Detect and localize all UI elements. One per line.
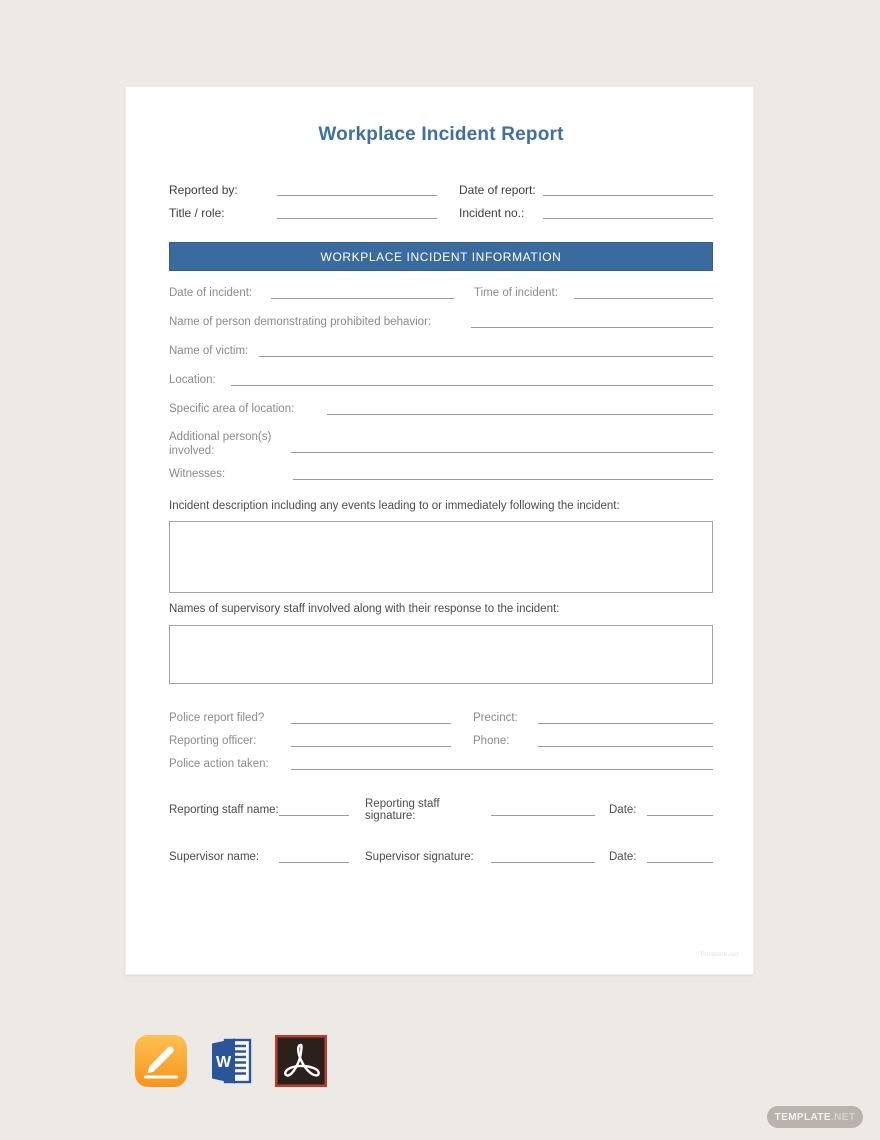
supervisor-signature-label: Supervisor signature:	[365, 851, 474, 863]
reporting-officer-field	[291, 745, 451, 747]
precinct-label: Precinct:	[473, 711, 518, 724]
date-of-incident-group	[169, 287, 454, 299]
report-header-fields	[169, 178, 713, 224]
badge-text-bold: TEMPLATE	[774, 1111, 831, 1123]
badge-text-light: .NET	[830, 1111, 856, 1123]
incident-no-label: Incident no.:	[459, 205, 525, 220]
reporting-staff-name-label: Reporting staff name:	[169, 804, 279, 816]
supervisor-signature-row	[169, 849, 713, 865]
file-format-icons	[134, 1034, 328, 1088]
phone-group	[473, 735, 713, 747]
incident-description-label: Incident description including any events leading to or immediately following the incident:	[169, 500, 620, 512]
precinct-field	[538, 722, 713, 724]
row-victim	[169, 336, 713, 365]
specific-area-label: Specific area of location:	[169, 402, 295, 415]
date-of-incident-label: Date of incident:	[169, 286, 253, 299]
reported-by-label: Reported by:	[169, 182, 238, 197]
row-specific-area	[169, 394, 713, 423]
specific-area-field	[327, 413, 713, 415]
row-prohibited-behavior	[169, 307, 713, 336]
location-label: Location:	[169, 373, 216, 386]
page-title: Workplace Incident Report	[318, 124, 564, 145]
incident-no-group	[459, 206, 713, 220]
date-of-report-field	[543, 194, 713, 196]
time-of-incident-field	[574, 297, 713, 299]
reporting-date-field	[647, 814, 713, 816]
additional-persons-field	[291, 451, 713, 453]
template-net-badge[interactable]	[767, 1106, 863, 1128]
row-police-filed-precinct	[169, 706, 713, 729]
reported-by-group	[169, 183, 437, 197]
reporting-officer-label: Reporting officer:	[169, 734, 257, 747]
reporting-staff-signature-row	[169, 798, 713, 822]
row-title-incident	[169, 201, 713, 224]
time-of-incident-group	[474, 287, 713, 299]
precinct-group	[473, 712, 713, 724]
victim-field	[259, 355, 713, 357]
prohibited-behavior-label: Name of person demonstrating prohibited behavior:	[169, 315, 432, 328]
police-action-label: Police action taken:	[169, 757, 269, 770]
police-filed-field	[291, 722, 451, 724]
location-field	[231, 384, 713, 386]
prohibited-behavior-field	[471, 326, 713, 328]
reporting-staff-signature-label: Reporting staff signature:	[365, 798, 440, 822]
reporting-date-label: Date:	[609, 804, 637, 816]
incident-description-box	[169, 521, 713, 593]
row-witnesses	[169, 459, 713, 488]
row-reported-date	[169, 178, 713, 201]
incident-info-section	[169, 278, 713, 488]
watermark: Template.net	[699, 951, 739, 958]
row-additional-persons	[169, 423, 713, 459]
witnesses-label: Witnesses:	[169, 467, 226, 480]
reporting-staff-name-field	[279, 814, 349, 816]
word-icon[interactable]	[204, 1034, 258, 1088]
reported-by-field	[277, 194, 437, 196]
police-filed-group	[169, 712, 451, 724]
supervisory-staff-box	[169, 625, 713, 684]
supervisor-date-label: Date:	[609, 851, 637, 863]
section-header-bar	[169, 242, 713, 271]
victim-label: Name of victim:	[169, 344, 249, 357]
police-section	[169, 706, 713, 775]
time-of-incident-label: Time of incident:	[474, 286, 558, 299]
row-date-time-incident	[169, 278, 713, 307]
phone-label: Phone:	[473, 734, 510, 747]
supervisory-staff-label: Names of supervisory staff involved along with their response to the incident:	[169, 603, 560, 615]
reporting-staff-signature-field	[491, 814, 595, 816]
supervisor-signature-field	[491, 861, 595, 863]
row-police-action	[169, 752, 713, 775]
supervisor-name-label: Supervisor name:	[169, 851, 260, 863]
incident-no-field	[543, 217, 713, 219]
row-location	[169, 365, 713, 394]
supervisor-name-field	[279, 861, 349, 863]
section-header-text: WORKPLACE INCIDENT INFORMATION	[320, 249, 562, 264]
svg-text:W: W	[215, 1054, 232, 1071]
title-role-label: Title / role:	[169, 205, 225, 220]
acrobat-pdf-icon[interactable]	[274, 1034, 328, 1088]
police-action-field	[291, 768, 713, 770]
title-role-group	[169, 206, 437, 220]
date-of-report-label: Date of report:	[459, 182, 536, 197]
additional-persons-label: Additional person(s) involved:	[169, 431, 272, 457]
police-filed-label: Police report filed?	[169, 711, 265, 724]
witnesses-field	[293, 478, 713, 480]
apple-pages-icon[interactable]	[134, 1034, 188, 1088]
title-role-field	[277, 217, 437, 219]
supervisor-date-field	[647, 861, 713, 863]
row-officer-phone	[169, 729, 713, 752]
document-page	[125, 86, 754, 975]
date-of-incident-field	[271, 297, 454, 299]
date-of-report-group	[459, 183, 713, 197]
reporting-officer-group	[169, 735, 451, 747]
phone-field	[538, 745, 713, 747]
